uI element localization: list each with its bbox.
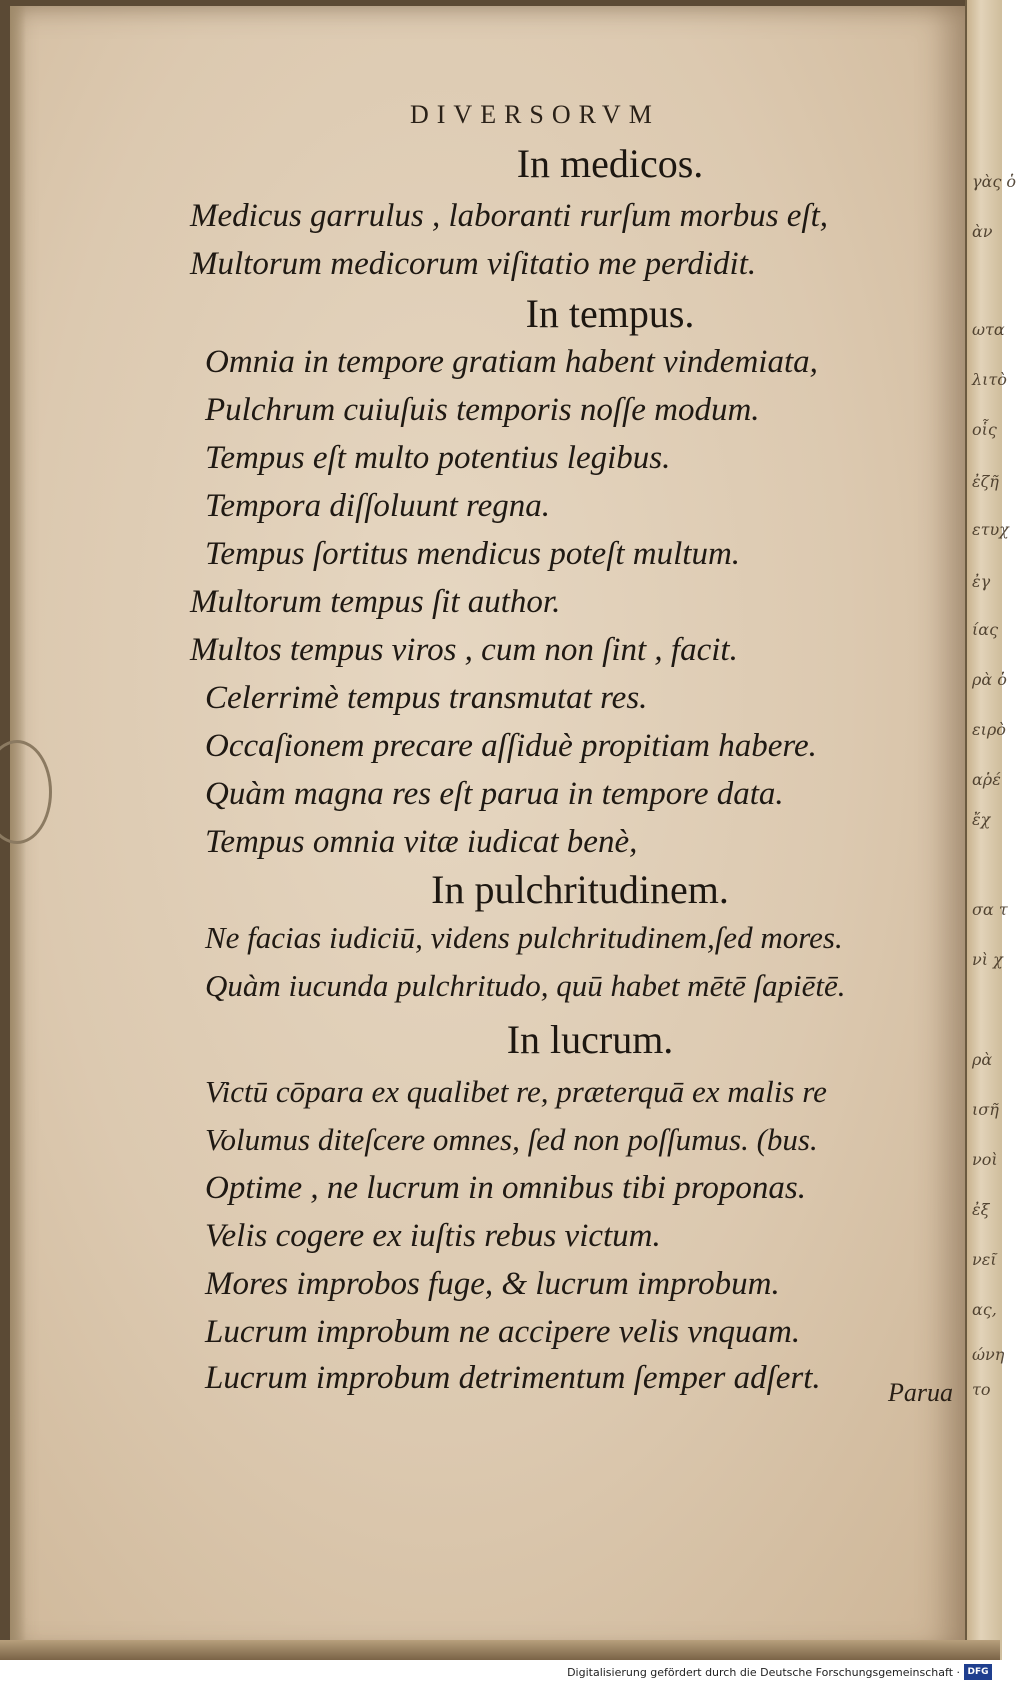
text-line: Ne facias iudiciū, videns pulchritudinem,ſed mores. — [205, 920, 843, 955]
facing-page-fragment: λιτὸ — [972, 370, 1007, 389]
facing-page-fragment: ρὰ — [972, 1050, 993, 1069]
facing-page-fragment: ωτα — [972, 320, 1005, 339]
text-line: Velis cogere ex iuſtis rebus victum. — [205, 1218, 661, 1254]
text-line: Occaſionem precare aſſiduè propitiam habere. — [205, 728, 817, 764]
facing-page-fragment: ἔχ — [972, 810, 991, 829]
text-line: Celerrimè tempus transmutat res. — [205, 680, 648, 716]
facing-page-fragment: ετυχ — [972, 520, 1009, 539]
page-bottom-edge — [0, 1640, 1000, 1660]
facing-page-fragment: νεῖ — [972, 1250, 997, 1269]
facing-page-fragment: ειρὸ — [972, 720, 1006, 739]
facing-page-fragment: γὰς ὁ — [972, 172, 1016, 191]
text-line: Pulchrum cuiuſuis temporis noſſe modum. — [205, 392, 760, 428]
facing-page-fragment: ας, — [972, 1300, 997, 1319]
text-line: Victū cōpara ex qualibet re, præterquā ex malis re — [205, 1074, 827, 1109]
facing-page-fragment: νὶ χ — [972, 950, 1003, 969]
section-heading: In medicos. — [516, 141, 704, 186]
running-head: DIVERSORVM — [410, 100, 660, 129]
text-line: Tempus omnia vitæ iudicat benè, — [205, 824, 638, 860]
text-line: Mores improbos fuge, & lucrum improbum. — [205, 1266, 780, 1302]
digitization-credit: Digitalisierung gefördert durch die Deutsche Forschungsgemeinschaft · — [567, 1666, 960, 1679]
text-line: Multorum medicorum viſitatio me perdidit. — [190, 246, 757, 282]
facing-page-fragment: ίας — [972, 620, 999, 639]
catchword: Parua — [888, 1378, 953, 1407]
facing-page-fragment: το — [972, 1380, 991, 1399]
text-line: Lucrum improbum ne accipere velis vnquam. — [205, 1314, 801, 1350]
facing-page-fragment: ὰν — [972, 222, 993, 241]
text-line: Lucrum improbum detrimentum ſemper adſert. — [205, 1360, 821, 1396]
facing-page-fragment: ἐζῆ — [972, 472, 999, 491]
facing-page-fragment: οἷς — [972, 420, 997, 439]
text-line: Tempus ſortitus mendicus poteſt multum. — [205, 536, 741, 572]
text-line: Optime , ne lucrum in omnibus tibi proponas. — [205, 1170, 807, 1206]
text-line: Volumus diteſcere omnes, ſed non poſſumus. (bus. — [205, 1122, 818, 1157]
facing-page-fragment: ώνη — [972, 1345, 1005, 1364]
facing-page-fragment: ἐξ — [972, 1200, 990, 1219]
text-line: Quàm magna res eſt parua in tempore data. — [205, 776, 784, 812]
section-heading: In tempus. — [525, 291, 695, 336]
facing-page-fragment: σα τ — [972, 900, 1008, 919]
facing-page-fragment: αῥέ — [972, 770, 1001, 789]
text-line: Medicus garrulus , laboranti rurſum morbus eſt, — [190, 198, 829, 234]
text-line: Omnia in tempore gratiam habent vindemiata, — [205, 344, 818, 380]
facing-page-fragment: ισῆ — [972, 1100, 999, 1119]
facing-page-fragment: νοὶ — [972, 1150, 998, 1169]
text-line: Tempora diſſoluunt regna. — [205, 488, 551, 524]
section-heading: In lucrum. — [506, 1017, 674, 1062]
facing-page-fragment: ρὰ ὁ — [972, 670, 1007, 689]
section-heading: In pulchritudinem. — [431, 867, 729, 912]
text-line: Multos tempus viros , cum non ſint , facit. — [190, 632, 738, 668]
text-line: Quàm iucunda pulchritudo, quū habet mētē ſapiētē. — [205, 968, 846, 1003]
facing-page-fragment: ἐγ — [972, 572, 991, 591]
text-line: Tempus eſt multo potentius legibus. — [205, 440, 671, 476]
dfg-logo: DFG — [964, 1664, 992, 1680]
text-line: Multorum tempus ſit author. — [190, 584, 561, 620]
